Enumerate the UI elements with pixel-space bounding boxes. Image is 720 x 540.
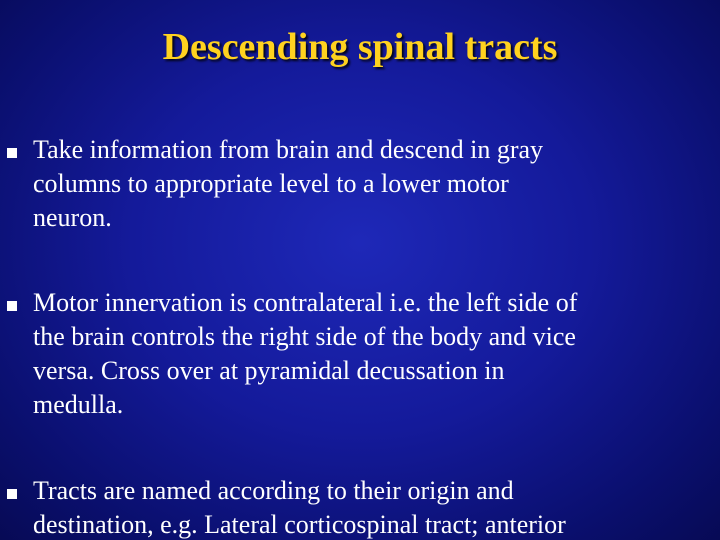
square-bullet-icon bbox=[7, 148, 17, 158]
bullet-text: Take information from brain and descend in gray columns to appropriate level to a lower motor neuron. bbox=[33, 135, 544, 232]
square-bullet-icon bbox=[7, 489, 17, 499]
bullet-text: Tracts are named according to their origin and destination, e.g. Lateral corticospinal tract; anterior bbox=[33, 476, 566, 539]
slide-title: Descending spinal tracts bbox=[162, 26, 558, 68]
square-bullet-icon bbox=[7, 301, 17, 311]
bullet-text: Motor innervation is contralateral i.e. the left side of the brain controls the right side of the body and vice versa. Cross over at pyramidal decussation in medulla. bbox=[33, 288, 578, 419]
